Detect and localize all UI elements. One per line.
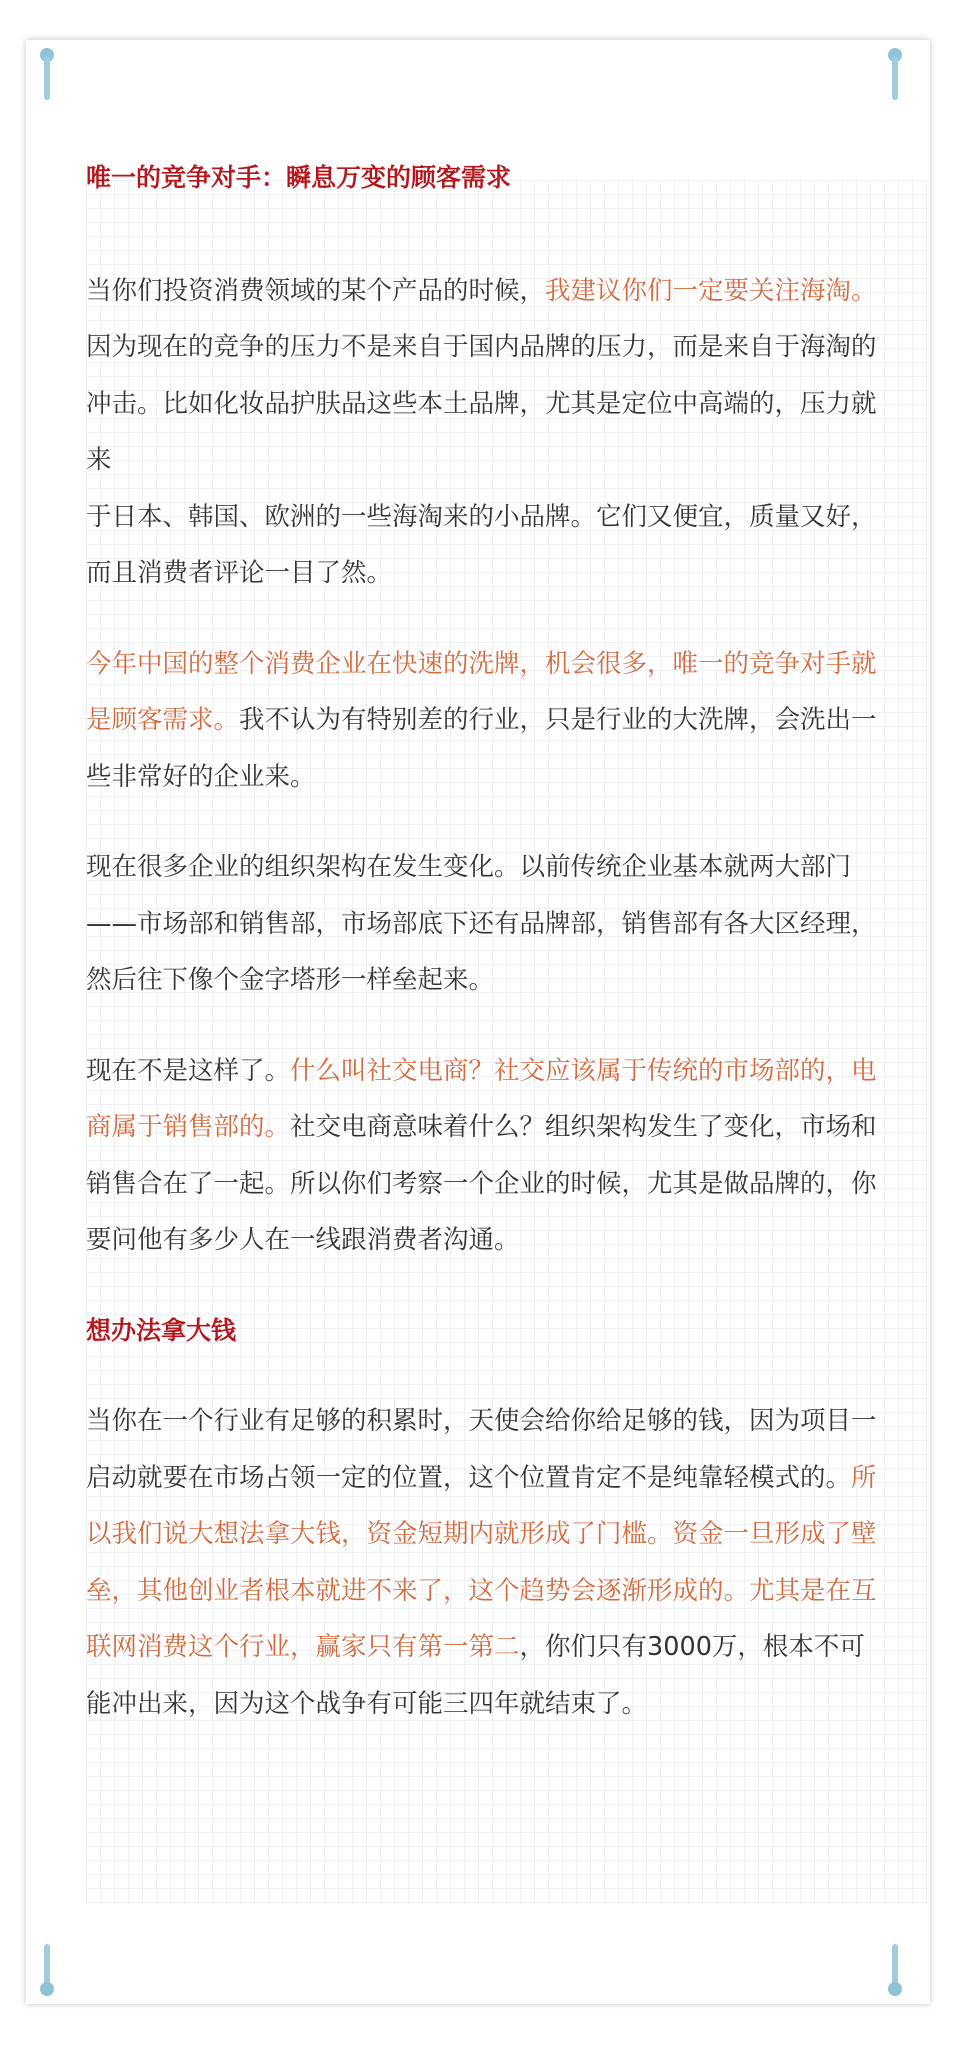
highlighted-text: 什么叫社交电商？社交应该属于传统的市场部的，电商属于销售部的。	[86, 1055, 877, 1142]
paragraph	[86, 1043, 886, 1269]
paragraph-text: 当你在一个行业有足够的积累时，天使会给你给足够的钱，因为项目一启动就要在市场占领一定的位置，这个位置肯定不是纯靠轻模式的。	[86, 1406, 877, 1493]
paragraph-text: 因为现在的竞争的压力不是来自于国内品牌的压力，而是来自于海淘的冲击。比如化妆品护肤品这些本土品牌，尤其是定位中高端的，压力就来	[86, 332, 877, 475]
paragraph	[86, 636, 886, 806]
paragraph-text: 现在不是这样了。	[86, 1055, 291, 1086]
section-heading: 想办法拿大钱	[86, 1315, 237, 1345]
article-content	[86, 150, 886, 1732]
paragraph	[86, 1393, 886, 1732]
pushpin-icon	[888, 1938, 902, 1996]
paragraph	[86, 263, 886, 489]
pushpin-icon	[40, 1938, 54, 1996]
paragraph-text: 我不认为有特别差的行业，只是行业的大洗牌，会洗出一些非常好的企业来。	[86, 705, 877, 792]
pushpin-icon	[40, 48, 54, 106]
paragraph-text: ，你们只有3000万，根本不可能冲出来，因为这个战争有可能三四年就结束了。	[86, 1632, 865, 1719]
section-heading: 唯一的竞争对手：瞬息万变的顾客需求	[86, 163, 512, 192]
paragraph-text: 社交电商意味着什么？组织架构发生了变化，市场和销售合在了一起。所以你们考察一个企业的时候，尤其是做品牌的，你要问他有多少人在一线跟消费者沟通。	[86, 1112, 877, 1255]
paragraph-text: 当你们投资消费领域的某个产品的时候，	[86, 275, 546, 306]
pushpin-icon	[888, 48, 902, 106]
paragraph: 现在很多企业的组织架构在发生变化。以前传统企业基本就两大部门——市场部和销售部，市场部底下还有品牌部，销售部有各大区经理，然后往下像个金字塔形一样垒起来。	[86, 852, 877, 995]
highlighted-text: 今年中国的整个消费企业在快速的洗牌，机会很多，唯一的竞争对手就是顾客需求。	[86, 648, 877, 735]
highlighted-text: 所以我们说大想法拿大钱，资金短期内就形成了门槛。资金一旦形成了壁垒，其他创业者根本就进不来了，这个趋势会逐渐形成的。尤其是在互联网消费这个行业，赢家只有第一第二	[86, 1462, 877, 1662]
highlighted-text: 我建议你们一定要关注海淘。	[545, 275, 877, 306]
paragraph: 于日本、韩国、欧洲的一些海淘来的小品牌。它们又便宜，质量又好，而且消费者评论一目了然。	[86, 501, 877, 588]
